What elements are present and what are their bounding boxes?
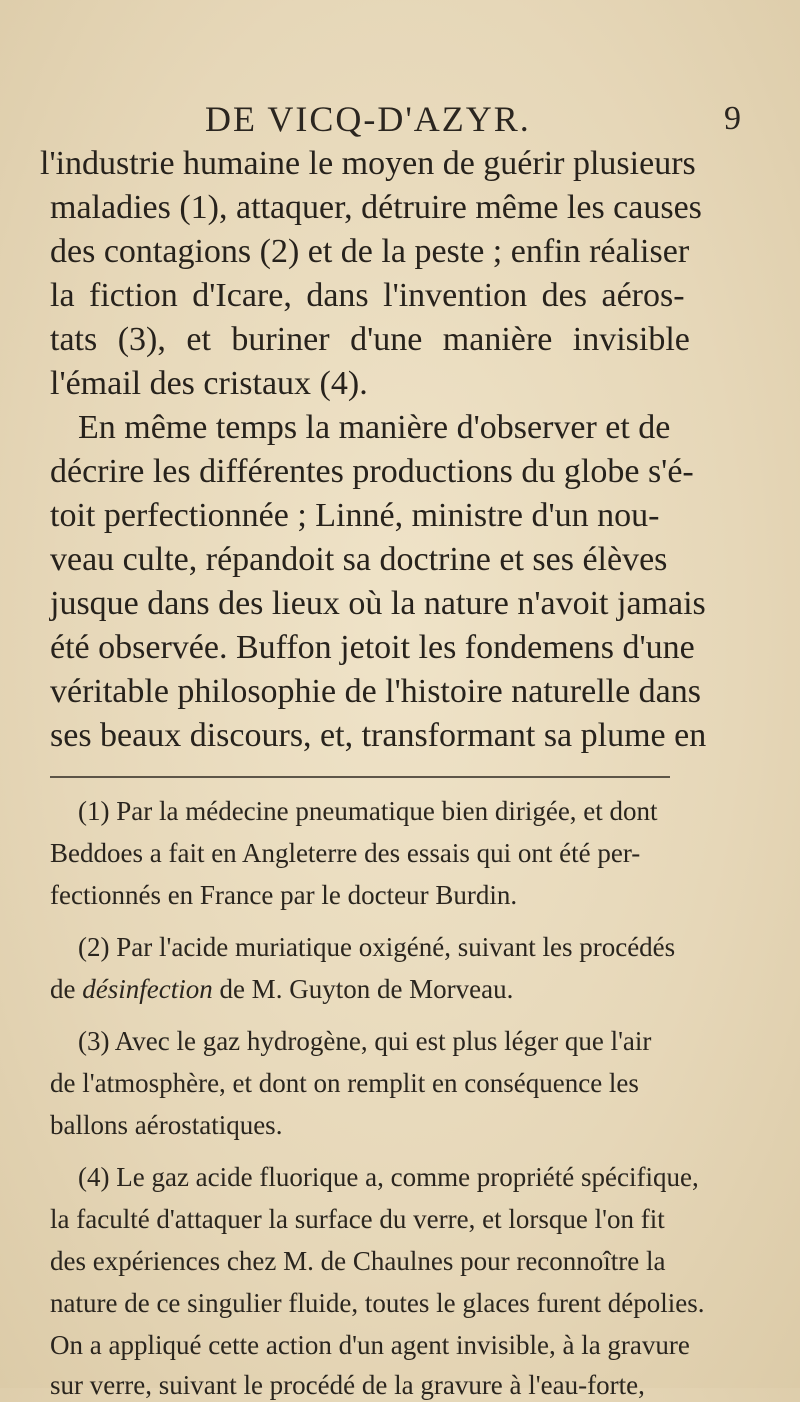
footnote-2-text: de M. Guyton de Morveau.	[212, 974, 514, 1004]
body-line: véritable philosophie de l'histoire naturelle dans	[50, 673, 701, 710]
body-line: jusque dans des lieux où la nature n'avoit jamais	[50, 585, 706, 622]
body-line: ses beaux discours, et, transformant sa plume en	[50, 717, 707, 754]
footnote-3-line: de l'atmosphère, et dont on remplit en conséquence les	[50, 1068, 639, 1098]
body-line: l'industrie humaine le moyen de guérir plusieurs	[40, 145, 696, 182]
footnote-4-line: (4) Le gaz acide fluorique a, comme propriété spécifique,	[78, 1162, 699, 1192]
body-line: maladies (1), attaquer, détruire même les causes	[50, 189, 702, 226]
footnote-3-line: ballons aérostatiques.	[50, 1110, 283, 1140]
body-line: été observée. Buffon jetoit les fondemens d'une	[50, 629, 695, 666]
footnote-4-line: nature de ce singulier fluide, toutes le glaces furent dépolies.	[50, 1288, 705, 1318]
footnote-2-italic: désinfection	[82, 974, 213, 1004]
page-header	[0, 98, 800, 142]
footnote-rule	[50, 776, 670, 778]
running-head: DE VICQ-D'AZYR.	[205, 99, 531, 139]
footnote-4-line: des expériences chez M. de Chaulnes pour reconnoître la	[50, 1246, 666, 1276]
body-line: veau culte, répandoit sa doctrine et ses élèves	[50, 541, 668, 578]
body-line: toit perfectionnée ; Linné, ministre d'un nou-	[50, 497, 660, 534]
body-line: des contagions (2) et de la peste ; enfin réaliser	[50, 233, 690, 270]
footnote-4-line: la faculté d'attaquer la surface du verre, et lorsque l'on fit	[50, 1204, 665, 1234]
body-line: décrire les différentes productions du globe s'é-	[50, 453, 694, 490]
page-number: 9	[724, 100, 741, 137]
footnote-1-line: fectionnés en France par le docteur Burdin.	[50, 880, 518, 910]
body-line: la fiction d'Icare, dans l'invention des aéros-	[50, 277, 685, 314]
footnote-2-text: de	[50, 974, 83, 1004]
footnote-3-line: (3) Avec le gaz hydrogène, qui est plus léger que l'air	[78, 1026, 652, 1056]
footnote-2-line	[50, 972, 513, 1006]
body-line: l'émail des cristaux (4).	[50, 365, 368, 402]
footnote-1-line: Beddoes a fait en Angleterre des essais qui ont été per-	[50, 838, 641, 868]
body-line: tats (3), et buriner d'une manière invisible	[50, 321, 690, 358]
footnote-1-line: (1) Par la médecine pneumatique bien dirigée, et dont	[78, 796, 658, 826]
footnote-4-line: sur verre, suivant le procédé de la gravure à l'eau-forte,	[50, 1370, 645, 1400]
footnote-2-line: (2) Par l'acide muriatique oxigéné, suivant les procédés	[78, 932, 676, 962]
body-line: En même temps la manière d'observer et de	[78, 409, 671, 446]
footnote-4-line: On a appliqué cette action d'un agent invisible, à la gravure	[50, 1330, 690, 1360]
